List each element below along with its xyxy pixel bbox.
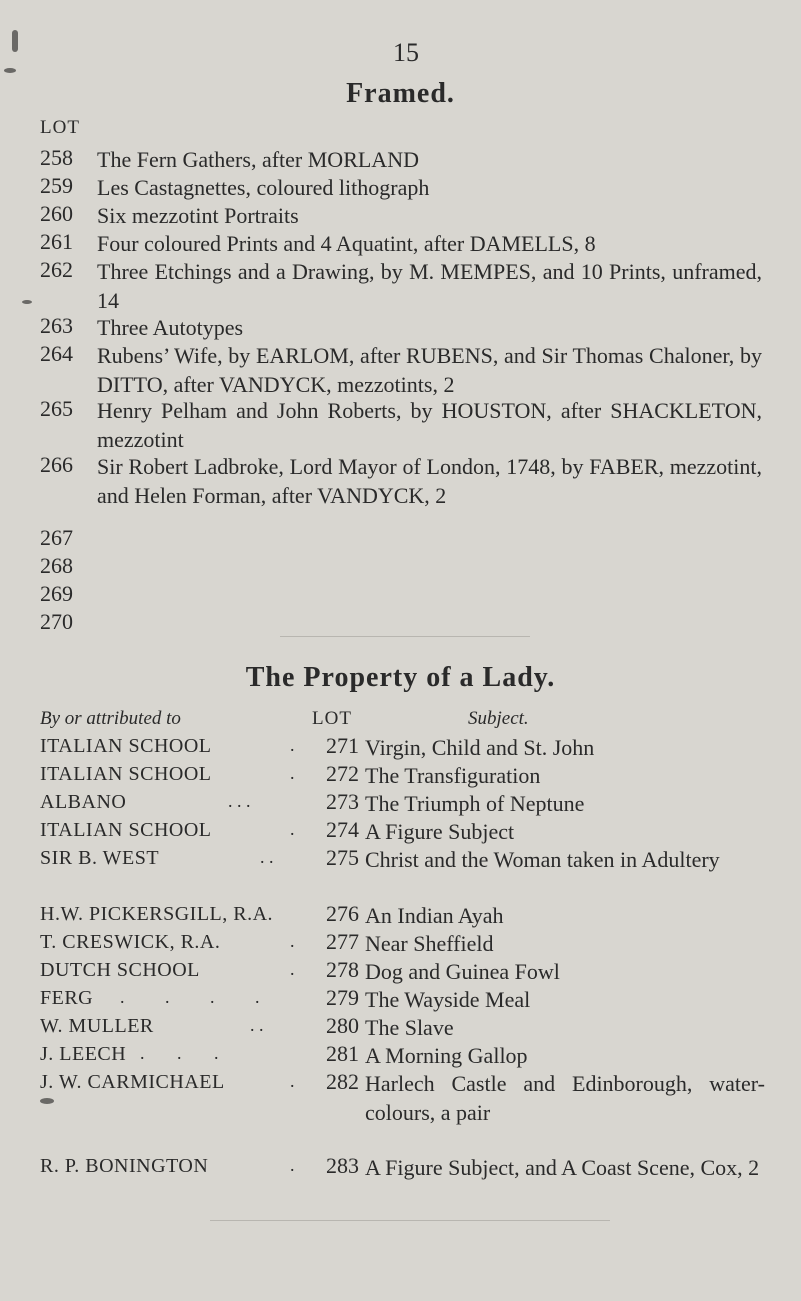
leader-dots: . . . [228, 791, 251, 811]
subject: Near Sheffield [365, 931, 494, 956]
artist-name: W. MULLER [40, 1015, 154, 1037]
artist-name: ITALIAN SCHOOL [40, 735, 212, 757]
leader-dots: . [290, 763, 295, 783]
lot-number: 268 [40, 553, 73, 578]
lot-number: 263 [40, 313, 73, 338]
subject: Virgin, Child and St. John [365, 735, 595, 760]
lot-number: 275 [326, 845, 359, 870]
artist-name: H.W. PICKERSGILL, R.A. [40, 903, 274, 925]
lot-number: 264 [40, 341, 73, 366]
artist-name: ITALIAN SCHOOL [40, 819, 212, 841]
scan-mark [22, 300, 32, 304]
lot-number: 258 [40, 145, 73, 170]
lot-description: Rubens’ Wife, by EARLOM, after RUBENS, and Sir Thomas Chaloner, by DITTO, after VANDYCK, mezzotints, 2 [97, 343, 762, 397]
artist-name: J. LEECH [40, 1043, 127, 1065]
leader-dots: . . . [140, 1043, 233, 1063]
lot-description: Les Castagnettes, coloured lithograph [97, 175, 430, 200]
subject: The Slave [365, 1015, 454, 1040]
lot-description: Four coloured Prints and 4 Aquatint, after DAMELLS, 8 [97, 231, 596, 256]
lot-number: 274 [326, 817, 359, 842]
lot-column-header: LOT [312, 708, 352, 729]
lot-number: 266 [40, 452, 73, 477]
subject: The Transfiguration [365, 763, 541, 788]
subject: A Morning Gallop [365, 1043, 528, 1068]
subject: Dog and Guinea Fowl [365, 959, 560, 984]
artist-name: ALBANO [40, 791, 127, 813]
artist-name: SIR B. WEST [40, 847, 160, 869]
lot-number: 267 [40, 525, 73, 550]
divider [210, 1220, 610, 1221]
lot-description: Sir Robert Ladbroke, Lord Mayor of London, 1748, by FABER, mezzotint, and Helen Forman, after VANDYCK, 2 [97, 454, 762, 508]
lot-number: 281 [326, 1041, 359, 1066]
lot-description: Six mezzotint Portraits [97, 203, 299, 228]
subject: Harlech Castle and Edinborough, water-colours, a pair [365, 1071, 765, 1125]
leader-dots: . . [260, 847, 274, 867]
page-number: 15 [393, 38, 419, 67]
subject: The Wayside Meal [365, 987, 531, 1012]
leader-dots: . [290, 1071, 295, 1091]
artist-name: T. CRESWICK, R.A. [40, 931, 221, 953]
artist-name: ITALIAN SCHOOL [40, 763, 212, 785]
leader-dots: . [290, 1155, 295, 1175]
section-title-framed: Framed. [346, 78, 455, 109]
artist-name: DUTCH SCHOOL [40, 959, 200, 981]
leader-dots: . [290, 735, 295, 755]
lot-number: 273 [326, 789, 359, 814]
lot-number: 271 [326, 733, 359, 758]
leader-dots: . [290, 819, 295, 839]
lot-description: Henry Pelham and John Roberts, by HOUSTON, after SHACKLETON, mezzotint [97, 398, 762, 452]
lot-number: 272 [326, 761, 359, 786]
subject: The Triumph of Neptune [365, 791, 585, 816]
divider [280, 636, 530, 637]
lot-number: 283 [326, 1153, 359, 1178]
leader-dots: . [290, 931, 295, 951]
lot-column-header: LOT [40, 117, 80, 138]
artist-name: FERG [40, 987, 94, 1009]
artist-name: J. W. CARMICHAEL [40, 1071, 225, 1093]
lot-number: 269 [40, 581, 73, 606]
subject: An Indian Ayah [365, 903, 504, 928]
subject: A Figure Subject [365, 819, 515, 844]
lot-number: 262 [40, 257, 73, 282]
lot-number: 282 [326, 1069, 359, 1094]
section-title-property: The Property of a Lady. [245, 662, 556, 693]
subject: Christ and the Woman taken in Adultery [365, 847, 720, 872]
leader-dots: . . . . [120, 987, 278, 1007]
leader-dots: . . [250, 1015, 264, 1035]
artist-column-header: By or attributed to [40, 708, 181, 729]
leader-dots: . [290, 959, 295, 979]
lot-description: The Fern Gathers, after MORLAND [97, 147, 419, 172]
scan-mark [12, 30, 18, 52]
scan-mark [40, 1098, 54, 1104]
lot-number: 278 [326, 957, 359, 982]
lot-number: 279 [326, 985, 359, 1010]
lot-number: 259 [40, 173, 73, 198]
subject-column-header: Subject. [468, 708, 529, 729]
lot-number: 265 [40, 396, 73, 421]
lot-number: 260 [40, 201, 73, 226]
lot-number: 277 [326, 929, 359, 954]
lot-number: 276 [326, 901, 359, 926]
lot-number: 280 [326, 1013, 359, 1038]
lot-number: 270 [40, 609, 73, 634]
artist-name: R. P. BONINGTON [40, 1155, 209, 1177]
subject: A Figure Subject, and A Coast Scene, Cox, 2 [365, 1155, 760, 1180]
lot-number: 261 [40, 229, 73, 254]
lot-description: Three Etchings and a Drawing, by M. MEMPES, and 10 Prints, unframed, 14 [97, 259, 762, 313]
lot-description: Three Autotypes [97, 315, 244, 340]
scan-mark [4, 68, 16, 73]
